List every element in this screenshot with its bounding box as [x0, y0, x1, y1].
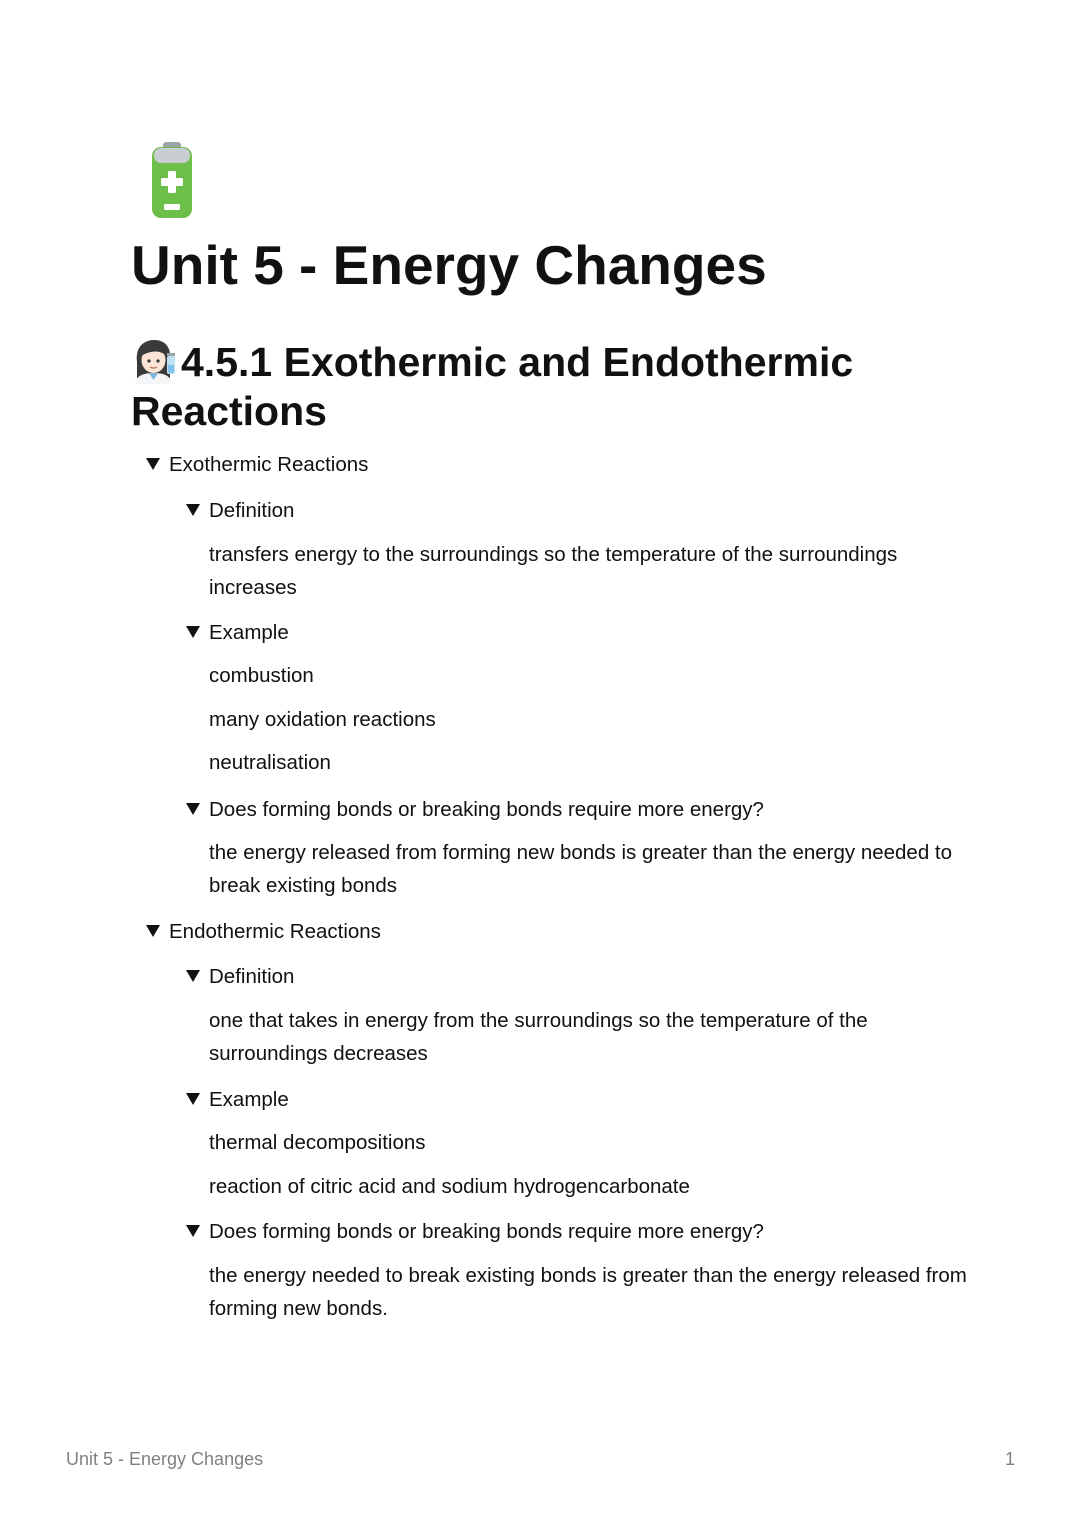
endothermic-definition-text: one that takes in energy from the surroundings so the temperature of the surroundings decreases	[209, 1009, 868, 1065]
footer-title: Unit 5 - Energy Changes	[66, 1449, 264, 1469]
endothermic-bonds-answer: the energy needed to break existing bonds is greater than the energy released from forming new bonds.	[209, 1264, 967, 1320]
toggle-endothermic-bonds-question[interactable]	[186, 1215, 764, 1248]
toggle-triangle-icon	[186, 970, 200, 982]
example-item: combustion	[209, 664, 314, 687]
toggle-exothermic-bonds-question[interactable]	[186, 793, 764, 826]
toggle-triangle-icon	[186, 1093, 200, 1105]
toggle-exothermic-definition[interactable]	[186, 494, 294, 527]
toggle-label: Example	[209, 1088, 289, 1111]
battery-icon	[146, 140, 198, 220]
woman-scientist-icon	[131, 338, 181, 384]
toggle-label: Definition	[209, 499, 295, 522]
section-heading-text: 4.5.1 Exothermic and Endothermic Reactions	[131, 339, 854, 434]
toggle-triangle-icon	[186, 1225, 200, 1237]
toggle-label: Endothermic Reactions	[169, 920, 381, 943]
toggle-label: Example	[209, 621, 289, 644]
toggle-triangle-icon	[186, 803, 200, 815]
toggle-triangle-icon	[186, 626, 200, 638]
toggle-triangle-icon	[186, 504, 200, 516]
toggle-triangle-icon	[146, 458, 160, 470]
page-title: Unit 5 - Energy Changes	[131, 234, 767, 296]
exothermic-definition-text: transfers energy to the surroundings so the temperature of the surroundings increases	[209, 543, 898, 599]
toggle-label: Does forming bonds or breaking bonds require more energy?	[209, 798, 764, 821]
toggle-exothermic-reactions[interactable]	[146, 448, 368, 481]
toggle-triangle-icon	[146, 925, 160, 937]
example-item: neutralisation	[209, 751, 331, 774]
section-heading	[131, 338, 931, 436]
toggle-label: Does forming bonds or breaking bonds require more energy?	[209, 1220, 764, 1243]
toggle-endothermic-example[interactable]	[186, 1083, 289, 1116]
footer-page-number: 1	[1004, 1449, 1015, 1469]
toggle-label: Exothermic Reactions	[169, 453, 369, 476]
toggle-endothermic-definition[interactable]	[186, 960, 294, 993]
toggle-exothermic-example[interactable]	[186, 616, 289, 649]
exothermic-bonds-answer: the energy released from forming new bonds is greater than the energy needed to break existing bonds	[209, 841, 953, 897]
example-item: thermal decompositions	[209, 1131, 426, 1154]
toggle-label: Definition	[209, 965, 295, 988]
toggle-endothermic-reactions[interactable]	[146, 915, 381, 948]
example-item: many oxidation reactions	[209, 708, 436, 731]
example-item: reaction of citric acid and sodium hydrogencarbonate	[209, 1175, 690, 1198]
